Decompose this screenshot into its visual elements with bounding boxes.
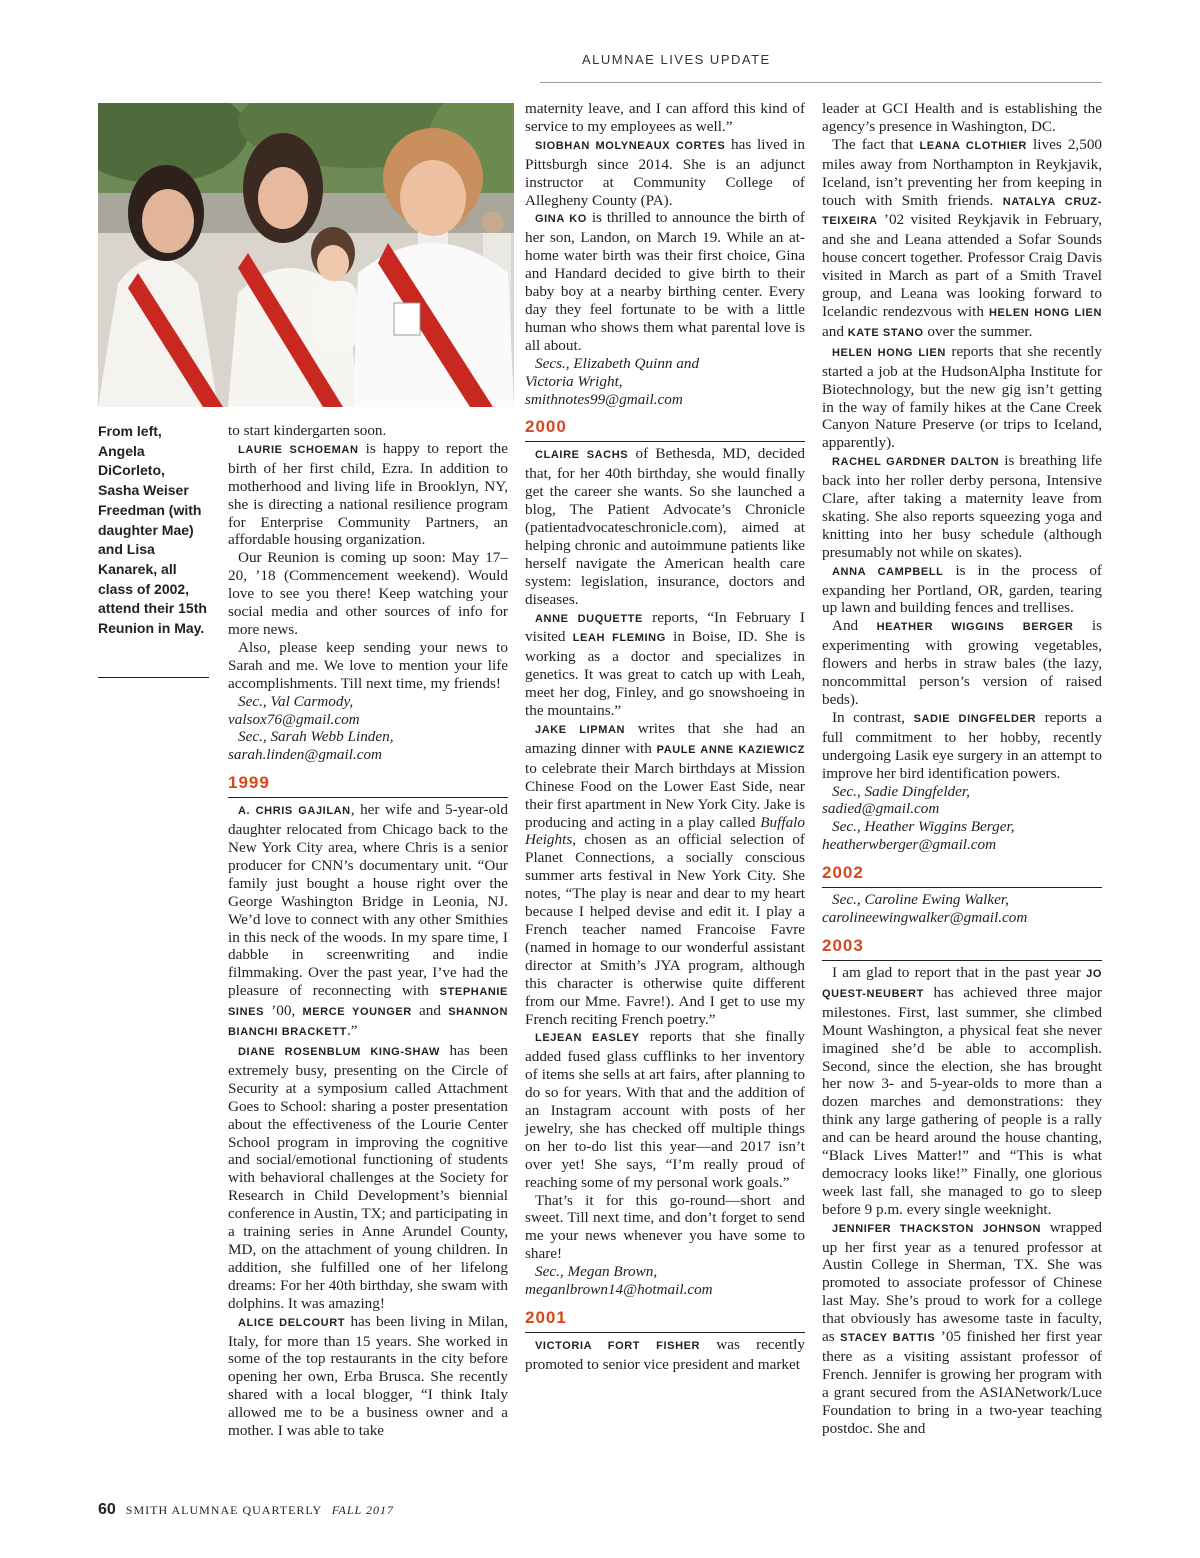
paragraph-text: has lived in Pittsburgh since 2014. She is an adjunct instructor at Community College of Allegheny County (PA).: [525, 135, 805, 209]
col2-paragraph-3: [525, 445, 805, 608]
secretary-email: valsox76@gmail.com: [228, 710, 360, 728]
alumna-name: HELEN HONG LIEN: [989, 306, 1103, 319]
paragraph-text: of Bethesda, MD, decided that, for her 40th birthday, she would finally get the career she wants. So she launched a blog, The Patient Advocate’s Chronicle (patientadvocateschronicle.com), aimed at helping chronic and autoimmune patients like herself navigate the American health care system: legislation, insurance, doctors and diseases.: [525, 445, 805, 608]
play-title: Buffalo Heights: [525, 813, 805, 849]
alumna-name: KATE STANO: [847, 326, 924, 339]
secretary-3: [822, 891, 1102, 927]
paragraph-text: writes that she had an amazing dinner with: [525, 720, 805, 757]
alumna-name: LAURIE SCHOEMAN: [238, 443, 359, 456]
class-year-1999: 1999: [228, 772, 508, 798]
page-number: 60: [98, 1501, 116, 1518]
caption-divider: [98, 677, 209, 678]
page-footer: [98, 1501, 394, 1519]
paragraph-text: reports a full commitment to her hobby, recently undergoing Lasik eye surgery in an attempt to improve her bird identification powers.: [822, 708, 1103, 782]
alumna-name: JAKE LIPMAN: [535, 724, 626, 736]
paragraph-text: has been living in Milan, Italy, for more than 15 years. She worked in some of the top restaurants in the city before opening her own, Erba Brusca. She recently shared with a local blogger, “I think Italy allowed me to be a business owner and a mother. I was able to take: [228, 1312, 508, 1440]
alumna-name: MERCE YOUNGER: [302, 1006, 412, 1019]
col3-paragraph-6: [822, 709, 1102, 783]
alumna-name: SHANNON BIANCHI BRACKETT: [228, 1006, 508, 1039]
col1-paragraph-0: to start kindergarten soon.: [228, 422, 387, 439]
col3-paragraph-4: [822, 562, 1102, 618]
secretary-name-cont: Victoria Wright,: [525, 372, 623, 390]
col3-paragraph-7: [822, 964, 1102, 1219]
col3-paragraph-1: [822, 136, 1102, 343]
alumna-name: VICTORIA FORT FISHER: [535, 1340, 701, 1352]
secretary-email: heatherwberger@gmail.com: [822, 836, 997, 854]
col2-paragraph-4: [525, 609, 805, 720]
secretary-email: smithnotes99@gmail.com: [525, 390, 683, 408]
secretary-name: Sec., Caroline Ewing Walker,: [832, 891, 1009, 909]
paragraph-text: .”: [346, 1022, 358, 1040]
paragraph-text: is experimenting with growing vegetables, flowers and herbs in straw bales (the lazy, noncommittal person’s version of raised beds).: [822, 617, 1102, 708]
col1-paragraph-2: Our Reunion is coming up soon: May 17–20, ’18 (Commencement weekend). Would love to see you there! Keep watching your social media and other sources of info for more news.: [228, 549, 508, 638]
col1-paragraph-4: [228, 801, 508, 1042]
secretary-2: [228, 728, 508, 764]
class-year-2003: 2003: [822, 935, 1102, 961]
paragraph-text: is breathing life back into her roller derby persona, Intensive Clare, after taking a maternity leave from skating. She also reports squeezing yoga and knitting into her busy schedule (although presumably not while on skates).: [822, 452, 1102, 561]
secretary-name: Sec., Val Carmody,: [238, 692, 354, 710]
secretary-name: Secs., Elizabeth Quinn and: [535, 354, 700, 372]
alumna-name: STEPHANIE SINES: [228, 986, 508, 1019]
paragraph-text: to celebrate their March birthdays at Mission Chinese Food on the Lower East Side, near their first apartment in New York City. Jake is producing and acting in a play called: [525, 759, 805, 831]
paragraph-text: The fact that: [832, 135, 920, 153]
secretary-email: sadied@gmail.com: [822, 800, 940, 818]
col3-paragraph-5: [822, 617, 1102, 709]
col3-paragraph-3: [822, 452, 1102, 561]
class-year-2001: 2001: [525, 1307, 805, 1333]
secretary-1: [228, 693, 508, 729]
col2-paragraph-2: [525, 209, 805, 354]
paragraph-text: in Boise, ID. She is working as a doctor and specializes in genetics. It was great to catch up with Leah, meet her dog, Finley, and go snowshoeing in the mountains.”: [525, 628, 805, 720]
alumna-name: PAULE ANNE KAZIEWICZ: [656, 743, 805, 756]
alumna-name: LEAH FLEMING: [572, 632, 666, 645]
alumna-name: A. CHRIS GAJILAN: [238, 805, 351, 818]
secretary-2: [525, 1263, 805, 1299]
alumna-name: LEANA CLOTHIER: [919, 139, 1027, 152]
secretary-email: sarah.linden@gmail.com: [228, 746, 383, 764]
paragraph-text: has achieved three major milestones. First, last summer, she climbed Mount Washington, a physical feat she never imagined she’d be able to accomplish. Second, since the election, she has brought her now 3- and 5-year-olds to more than a dozen marches and demonstrations: they think any large gathering of people is a rally and can be heard around the house chanting, “Black Lives Matter!” and “This is what democracy looks like!” Finally, one glorious week last fall, she managed to go to sleep before 9 p.m. every single weeknight.: [822, 983, 1102, 1218]
column-2: [525, 100, 805, 1374]
alumna-name: STACEY BATTIS: [840, 1332, 936, 1345]
secretary-name: Sec., Sarah Webb Linden,: [238, 728, 394, 746]
col2-paragraph-0: maternity leave, and I can afford this kind of service to my employees as well.”: [525, 100, 805, 135]
col2-paragraph-6: [525, 1028, 805, 1191]
class-year-2000: 2000: [525, 416, 805, 442]
col2-paragraph-8: [525, 1336, 805, 1374]
paragraph-text: and: [822, 322, 848, 340]
alumna-name: SIOBHAN MOLYNEAUX CORTES: [535, 139, 726, 152]
col1-paragraph-5: [228, 1042, 508, 1313]
paragraph-text: In contrast,: [832, 708, 914, 726]
paragraph-text: reports that she recently started a job at the HudsonAlpha Institute for Biotechnology, but the new gig isn’t getting in the way of family hikes at the Cane Creek Canyon Nature Preserve (or trips to Iceland, apparently).: [822, 342, 1102, 452]
alumna-name: RACHEL GARDNER DALTON: [832, 456, 1000, 469]
alumna-name: JO QUEST-NEUBERT: [822, 967, 1102, 1000]
paragraph-text: ’02 visited Reykjavik in February, and she and Leana attended a Sofar Sounds house concert together. Professor Craig Davis visited in March as part of a Smith Travel group, and Leana was looking forward to Icelandic rendezvous with: [822, 211, 1102, 320]
alumna-name: ALICE DELCOURT: [238, 1316, 346, 1329]
col1-paragraph-1: [228, 440, 508, 549]
col3-paragraph-0: leader at GCI Health and is establishing the agency’s presence in Washington, DC.: [822, 100, 1102, 135]
alumna-name: GINA KO: [535, 213, 587, 226]
column-1: [228, 422, 508, 1440]
secretary-1: [525, 355, 805, 409]
secretary-2: [822, 818, 1102, 854]
paragraph-text: I am glad to report that in the past year: [832, 963, 1087, 981]
alumna-name: DIANE ROSENBLUM KING-SHAW: [238, 1046, 440, 1058]
class-year-2002: 2002: [822, 862, 1102, 888]
alumna-name: HELEN HONG LIEN: [832, 346, 946, 359]
alumna-name: ANNA CAMPBELL: [832, 565, 944, 578]
secretary-email: meganlbrown14@hotmail.com: [525, 1281, 713, 1299]
running-header: [540, 50, 1102, 83]
alumna-name: LEJEAN EASLEY: [535, 1032, 640, 1045]
paragraph-text: has been extremely busy, presenting on the Circle of Security at a symposium called Attachment Goes to School: sharing a poster presentation about the effectiveness of the Lourie Center School program in improving the cognitive and social/emotional functioning of students with behavioral challenges at the Society for Research in Child Development’s biennial conference in Austin, TX; and participating in a training series in Anne Arundel County, MD, on the attachment of young children. In addition, she fulfilled one of her lifelong dreams: For her 40th birthday, she swam with dolphins. It was amazing!: [228, 1042, 508, 1312]
col1-paragraph-3: Also, please keep sending your news to Sarah and me. We love to mention your life accomplishments. Till next time, my friends!: [228, 638, 508, 692]
paragraph-text: ’00,: [264, 1002, 303, 1020]
paragraph-text: lives 2,500 miles away from Northampton in Reykjavik, Iceland, isn’t preventing her from keeping in touch with Smith friends.: [822, 135, 1103, 209]
paragraph-text: is in the process of expanding her Portland, OR, garden, tearing up lawn and building fences and trellises.: [822, 561, 1102, 617]
alumna-name: CLAIRE SACHS: [535, 449, 629, 462]
col2-paragraph-1: [525, 136, 805, 210]
alumna-name: HEATHER WIGGINS BERGER: [876, 621, 1074, 634]
col1-paragraph-6: [228, 1313, 508, 1440]
paragraph-text: , her wife and 5-year-old daughter relocated from Chicago back to the New York City area, where Chris is a senior producer for CNN’s documentary unit. “Our family just bought a house right over the George Washington Bridge in Leonia, NJ. We’d love to connect with any other Smithies in this neck of the woods. In my spare time, I dabble in screenwriting and indie filmmaking. Over the past year, I’ve had the pleasure of reconnecting with: [228, 801, 508, 1000]
secretary-1: [822, 783, 1102, 819]
paragraph-text: is thrilled to announce the birth of her son, Landon, on March 19. While an at-home water birth was their first choice, Gina and Handard decided to give birth to their baby boy at a nearby birthing center. Every day they feel fortunate to be with a little human who shows them what parental love is all about.: [525, 209, 805, 354]
reunion-photo: [98, 103, 514, 407]
secretary-name: Sec., Sadie Dingfelder,: [832, 782, 970, 800]
secretary-name: Sec., Heather Wiggins Berger,: [832, 818, 1015, 836]
section-title: ALUMNAE LIVES UPDATE: [582, 52, 771, 67]
paragraph-text: And: [832, 617, 877, 635]
paragraph-text: , chosen as an official selection of Planet Connections, a socially conscious summer arts festival in New York City. She notes, “The play is near and dear to my heart because I helped devise and edit it. I play a French teacher named Francoise Favre (named in homage to our wonderful assistant director at Smith’s JYA program, although this character is otherwise quite different from our Mme. Favre!). And I get to use my French reciting French poetry.”: [525, 831, 805, 1028]
photo-caption: From left, Angela DiCorleto, Sasha Weiser Freedman (with daughter Mae) and Lisa Kanarek, all class of 2002, attend their 15th Reunion in May.: [98, 423, 207, 637]
alumna-name: ANNE DUQUETTE: [535, 612, 643, 625]
paragraph-text: wrapped up her first year as a tenured professor at Austin College in Sherman, TX. She was promoted to associate professor of Chinese last May. She’s proud to work for a college that obviously has awesome taste in faculty, as: [822, 1218, 1102, 1346]
col2-paragraph-5: [525, 720, 805, 1028]
column-3: [822, 100, 1102, 1438]
paragraph-text: ’05 finished her first year there as a visiting assistant professor of French. Jennifer is growing her program with a grant secured from the ASIANetwork/Luce Foundation to bring in a two-year teaching postdoc. She and: [822, 1328, 1102, 1437]
secretary-email: carolineewingwalker@gmail.com: [822, 909, 1028, 927]
alumna-name: NATALYA CRUZ-TEIXEIRA: [822, 195, 1102, 228]
paragraph-text: was recently promoted to senior vice president and market: [525, 1336, 805, 1373]
alumna-name: SADIE DINGFELDER: [913, 712, 1037, 725]
col3-paragraph-8: [822, 1219, 1102, 1438]
col2-paragraph-7: That’s it for this go-round—short and sweet. Till next time, and don’t forget to send me your news whenever you have some to share!: [525, 1191, 805, 1263]
paragraph-text: is happy to report the birth of her first child, Ezra. In addition to motherhood and living life in Brooklyn, NY, she is directing a national resilience program for Enterprise Community Partners, an affordable housing organization.: [228, 439, 508, 549]
paragraph-text: and: [411, 1002, 449, 1020]
issue-date: FALL 2017: [331, 1503, 395, 1517]
secretary-name: Sec., Megan Brown,: [535, 1263, 658, 1281]
paragraph-text: reports that she finally added fused glass cufflinks to her inventory of items she sells at art fairs, after planning to do so for years. With that and the addition of an Instagram account with posts of her jewelry, she has checked off multiple things on her to-do list this year—and 2017 isn’t over yet! She says, “I’m really proud of reaching some of my personal work goals.”: [525, 1028, 805, 1191]
col3-paragraph-2: [822, 343, 1102, 452]
reunion-photo-illustration: [98, 103, 514, 407]
paragraph-text: over the summer.: [923, 322, 1033, 340]
paragraph-text: reports, “In February I visited: [525, 608, 805, 646]
publication-name: SMITH ALUMNAE QUARTERLY: [125, 1503, 322, 1517]
alumna-name: JENNIFER THACKSTON JOHNSON: [832, 1222, 1042, 1235]
